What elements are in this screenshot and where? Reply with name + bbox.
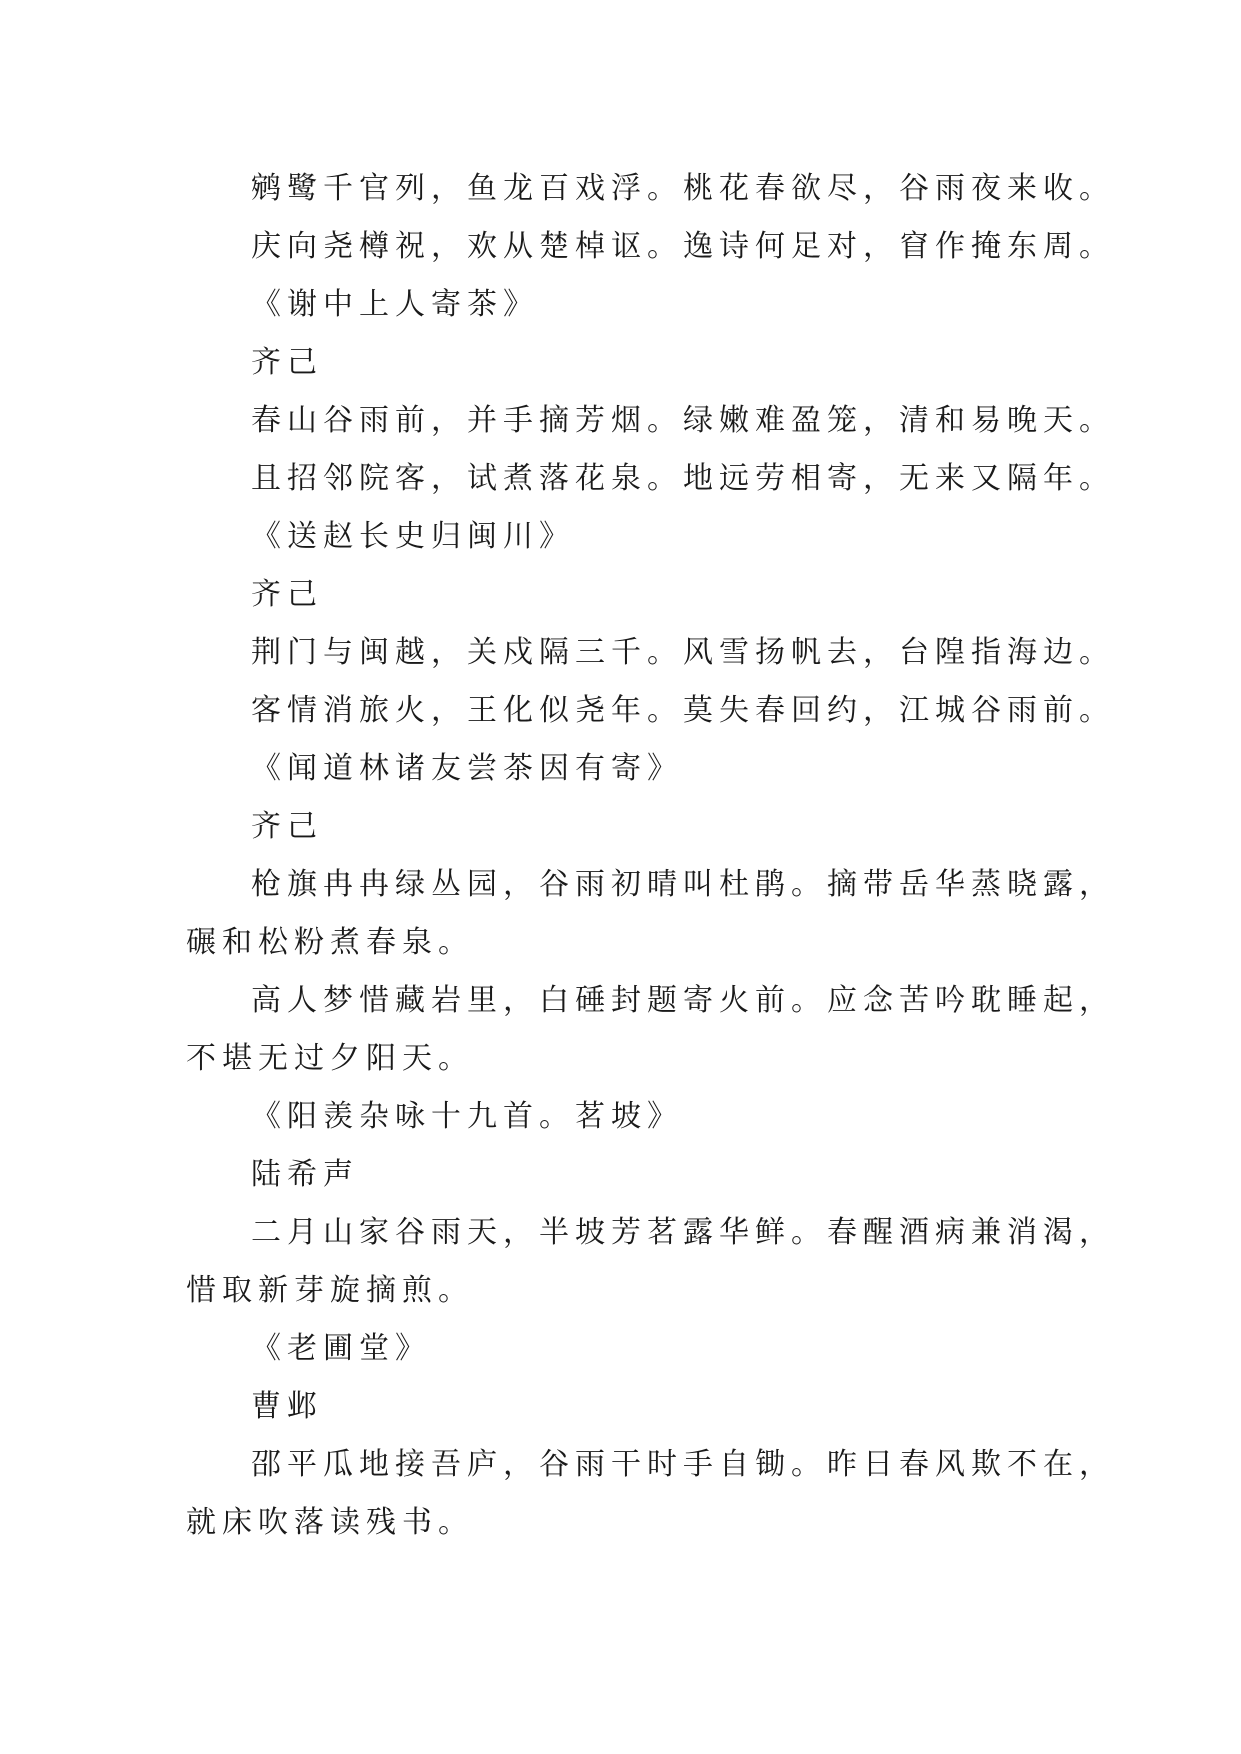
verse-line: 荆门与闽越，关戍隔三千。风雪扬帆去，台隍指海边。 bbox=[251, 635, 1115, 670]
verse-line-continued: 不堪无过夕阳天。 bbox=[186, 1041, 474, 1076]
poem-title: 《老圃堂》 bbox=[251, 1331, 431, 1366]
verse-line-continued: 碾和松粉煮春泉。 bbox=[186, 925, 474, 960]
verse-line: 鹓鹭千官列，鱼龙百戏浮。桃花春欲尽，谷雨夜来收。 bbox=[251, 171, 1115, 206]
verse-line: 春山谷雨前，并手摘芳烟。绿嫩难盈笼，清和易晚天。 bbox=[251, 403, 1115, 438]
poem-title: 《送赵长史归闽川》 bbox=[251, 519, 575, 554]
poem-title: 《闻道林诸友尝茶因有寄》 bbox=[251, 751, 683, 786]
verse-line-continued: 就床吹落读残书。 bbox=[186, 1505, 474, 1540]
verse-line: 高人梦惜藏岩里，白硾封题寄火前。应念苦吟耽睡起， bbox=[251, 983, 1115, 1018]
poem-author: 曹邺 bbox=[251, 1389, 323, 1424]
verse-line: 庆向尧樽祝，欢从楚棹讴。逸诗何足对，窅作掩东周。 bbox=[251, 229, 1115, 264]
verse-line: 客情消旅火，王化似尧年。莫失春回约，江城谷雨前。 bbox=[251, 693, 1115, 728]
poem-author: 陆希声 bbox=[251, 1157, 359, 1192]
poem-collection bbox=[186, 160, 1115, 1552]
verse-line: 邵平瓜地接吾庐，谷雨干时手自锄。昨日春风欺不在， bbox=[251, 1447, 1115, 1482]
verse-line: 且招邻院客，试煮落花泉。地远劳相寄，无来又隔年。 bbox=[251, 461, 1115, 496]
poem-author: 齐己 bbox=[251, 577, 323, 612]
verse-line: 枪旗冉冉绿丛园，谷雨初晴叫杜鹃。摘带岳华蒸晓露， bbox=[251, 867, 1115, 902]
poem-title: 《谢中上人寄茶》 bbox=[251, 287, 539, 322]
verse-line-continued: 惜取新芽旋摘煎。 bbox=[186, 1273, 474, 1308]
poem-author: 齐己 bbox=[251, 809, 323, 844]
verse-line: 二月山家谷雨天，半坡芳茗露华鲜。春醒酒病兼消渴， bbox=[251, 1215, 1115, 1250]
poem-title: 《阳羡杂咏十九首。茗坡》 bbox=[251, 1099, 683, 1134]
poem-author: 齐己 bbox=[251, 345, 323, 380]
